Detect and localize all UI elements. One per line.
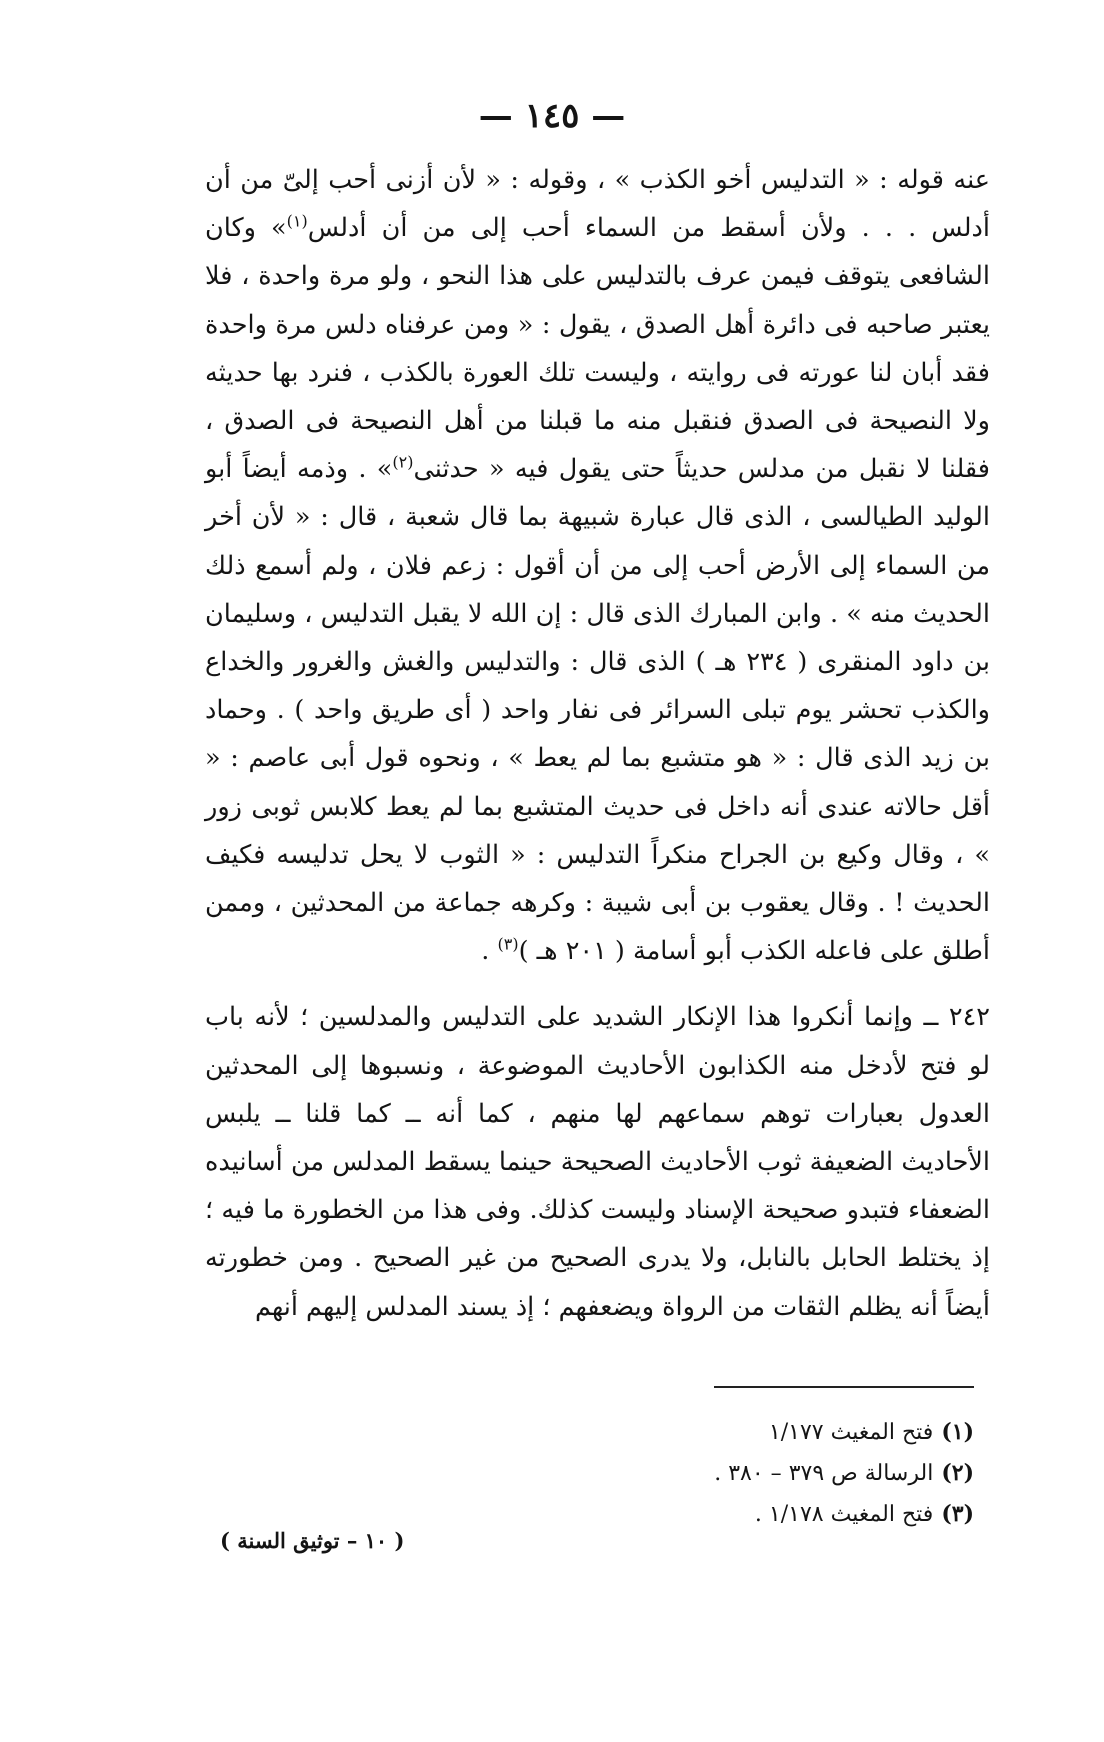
footnote-ref-1: (١) bbox=[286, 211, 308, 231]
page-number: — ١٤٥ — bbox=[478, 96, 626, 136]
signature-mark: ( ١٠ – توثيق السنة ) bbox=[220, 1528, 405, 1553]
footnote-2 bbox=[474, 1453, 974, 1494]
footnotes bbox=[474, 1412, 974, 1535]
footnote-text: فتح المغيث ١/١٧٧ bbox=[768, 1420, 934, 1445]
paragraph-1-part-4: . bbox=[481, 936, 498, 967]
paragraph-1 bbox=[205, 156, 990, 975]
paragraph-1-part-1: عنه قوله : « التدليس أخو الكذب » ، وقوله : « لأن أزنى أحب إلىّ من أن أدلس . . . ولأن أسقط من السماء أحب إلى من أن أدلس bbox=[205, 165, 990, 244]
footnote-3 bbox=[474, 1494, 974, 1535]
footnote-text: الرسالة ص ٣٧٩ – ٣٨٠ . bbox=[714, 1461, 934, 1486]
paragraph-2: ٢٤٢ ــ وإنما أنكروا هذا الإنكار الشديد على التدليس والمدلسين ؛ لأنه باب لو فتح لأدخل منه الكذابون الأحاديث الموضوعة ، ونسبوها إلى المحدثين العدول بعبارات توهم سماعهم لها منهم ، كما أنه ــ كما قلنا ــ يلبس الأحاديث الضعيفة ثوب الأحاديث الصحيحة حينما يسقط المدلس من أسانيده الضعفاء فتبدو صحيحة الإسناد وليست كذلك. وفى هذا من الخطورة ما فيه ؛ إذ يختلط الحابل بالنابل، ولا يدرى الصحيح من غير الصحيح . ومن خطورته أيضاً أنه يظلم الثقات من الرواة ويضعفهم ؛ إذ يسند المدلس إليهم أنهم bbox=[205, 1002, 990, 1322]
footnote-marker: (٢) bbox=[941, 1460, 974, 1486]
paragraph-1-part-3: » . وذمه أيضاً أبو الوليد الطيالسى ، الذى قال عبارة شبيهة بما قال شعبة ، قال : « لأن أخر من السماء إلى الأرض أحب إلى من أن أقول : زعم فلان ، ولم أسمع ذلك الحديث منه » . وابن المبارك الذى قال : إن الله لا يقبل التدليس ، وسليمان بن داود المنقرى ( ٢٣٤ هـ ) الذى قال : والتدليس والغش والغرور والخداع والكذب تحشر يوم تبلى السرائر فى نفار واحد ( أى طريق واحد ) . وحماد بن زيد الذى قال : « هو متشبع بما لم يعط » ، ونحوه قول أبى عاصم : « أقل حالاته عندى أنه داخل فى حديث المتشبع بما لم يعط كلابس ثوبى زور » ، وقال وكيع بن الجراح منكراً التدليس : « الثوب لا يحل تدليسه فكيف الحديث ! . وقال يعقوب بن أبى شيبة : وكرهه جماعة من المحدثين ، وممن أطلق على فاعله الكذب أبو أسامة ( ٢٠١ هـ ) bbox=[205, 454, 991, 967]
footnote-marker: (١) bbox=[941, 1419, 974, 1445]
body-text bbox=[205, 156, 990, 1331]
footnote-marker: (٣) bbox=[941, 1501, 974, 1527]
paragraph-1-part-2: » وكان الشافعى يتوقف فيمن عرف بالتدليس على هذا النحو ، ولو مرة واحدة ، فلا يعتبر صاحبه فى دائرة أهل الصدق ، يقول : « ومن عرفناه دلس مرة واحدة فقد أبان لنا عورته فى روايته ، وليست تلك العورة بالكذب ، فنرد بها حديثه ولا النصيحة فى الصدق فنقبل منه ما قبلنا من أهل النصيحة فى الصدق ، فقلنا لا نقبل من مدلس حديثاً حتى يقول فيه « حدثنى bbox=[205, 213, 990, 485]
footnote-ref-2: (٢) bbox=[392, 452, 414, 472]
footnote-text: فتح المغيث ١/١٧٨ . bbox=[754, 1502, 934, 1527]
footnote-divider bbox=[714, 1386, 974, 1388]
footnote-ref-3: (٣) bbox=[497, 934, 519, 954]
footnote-1 bbox=[474, 1412, 974, 1453]
